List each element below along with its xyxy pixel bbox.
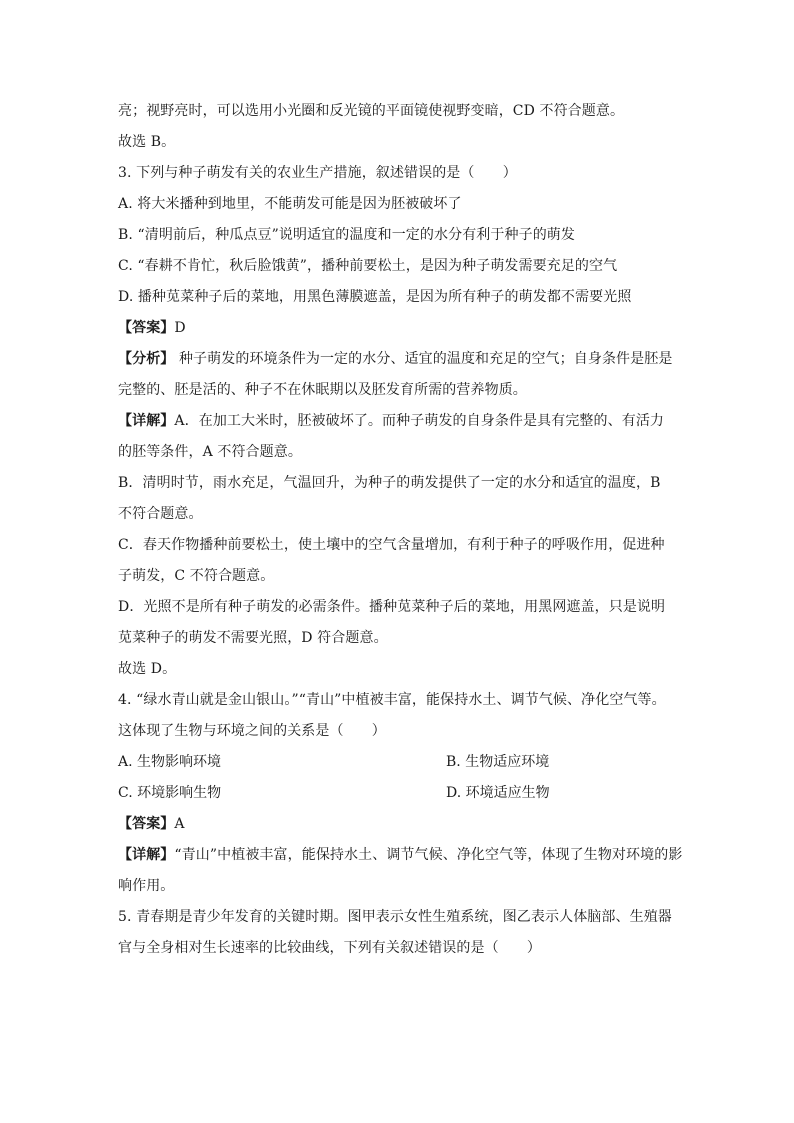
- q3-option-d: D. 播种苋菜种子后的菜地，用黑色薄膜遮盖，是因为所有种子的萌发都不需要光照: [118, 289, 632, 305]
- intro-line-2: 故选 B。: [118, 134, 176, 150]
- q5-stem-line-1: 5. 青春期是青少年发育的关键时期。图甲表示女性生殖系统，图乙表示人体脑部、生殖器: [118, 909, 672, 925]
- q3-detail-line-4: 不符合题意。: [118, 506, 203, 522]
- q5-stem-line-2: 官与全身相对生长速率的比较曲线，下列有关叙述错误的是（ ）: [118, 940, 541, 956]
- q3-answer: [118, 313, 678, 344]
- q3-analysis-text-1: 种子萌发的环境条件为一定的水分、适宜的温度和充足的空气；自身条件是胚是: [174, 351, 673, 367]
- q3-detail-line-2: 的胚等条件，A 不符合题意。: [118, 444, 302, 460]
- q3-detail-line-1: [118, 406, 678, 437]
- q3-detail-line-6: 子萌发，C 不符合题意。: [118, 568, 275, 584]
- q4-detail-text-1: “青山”中植被丰富，能保持水土、调节气候、净化空气等，体现了生物对环境的影: [174, 847, 683, 863]
- intro-line-1: 亮；视野亮时，可以选用小光圈和反光镜的平面镜使视野变暗，CD 不符合题意。: [118, 103, 625, 119]
- q4-option-c: C. 环境影响生物: [118, 785, 222, 801]
- q4-answer: [118, 809, 678, 840]
- q3-answer-value: D: [174, 320, 186, 336]
- q3-detail-line-5: C．春天作物播种前要松土，使土壤中的空气含量增加，有利于种子的呼吸作用，促进种: [118, 537, 665, 553]
- q3-conclusion: 故选 D。: [118, 661, 177, 677]
- q3-option-b: B. “清明前后，种瓜点豆”说明适宜的温度和一定的水分有利于种子的萌发: [118, 227, 576, 243]
- q4-option-a: A. 生物影响环境: [118, 754, 222, 770]
- q4-stem-line-2: 这体现了生物与环境之间的关系是（ ）: [118, 723, 386, 739]
- q4-detail-line-1: [118, 840, 683, 871]
- q4-option-b: B. 生物适应环境: [446, 754, 550, 770]
- q3-detail-text-1: A．在加工大米时，胚被破坏了。而种子萌发的自身条件是具有完整的、有活力: [174, 413, 665, 429]
- q4-answer-label: 【答案】: [118, 816, 175, 832]
- q3-analysis-label: 【分析】: [118, 351, 175, 367]
- q4-options-row-1: [118, 747, 678, 778]
- q4-option-d: D. 环境适应生物: [446, 785, 550, 801]
- q3-stem: 3. 下列与种子萌发有关的农业生产措施，叙述错误的是（ ）: [118, 165, 517, 181]
- q4-detail-line-2: 响作用。: [118, 878, 175, 894]
- q3-option-a: A. 将大米播种到地里，不能萌发可能是因为胚被破坏了: [118, 196, 462, 212]
- q4-stem-line-1: 4. “绿水青山就是金山银山。”“青山”中植被丰富，能保持水土、调节气候、净化空气等。: [118, 692, 666, 708]
- q3-answer-label: 【答案】: [118, 320, 175, 336]
- q4-detail-label: 【详解】: [118, 847, 175, 863]
- q3-option-c: C. “春耕不肯忙，秋后脸饿黄”，播种前要松土，是因为种子萌发需要充足的空气: [118, 258, 618, 274]
- q3-detail-line-7: D．光照不是所有种子萌发的必需条件。播种苋菜种子后的菜地，用黑网遮盖，只是说明: [118, 599, 666, 615]
- q3-detail-label: 【详解】: [118, 413, 175, 429]
- q3-analysis-line-1: [118, 344, 678, 375]
- q3-detail-line-8: 苋菜种子的萌发不需要光照，D 符合题意。: [118, 630, 388, 646]
- q4-answer-value: A: [174, 816, 185, 832]
- document-page: [118, 96, 683, 964]
- q3-detail-line-3: B．清明时节，雨水充足，气温回升，为种子的萌发提供了一定的水分和适宜的温度，B: [118, 475, 661, 491]
- q3-analysis-line-2: 完整的、胚是活的、种子不在休眠期以及胚发育所需的营养物质。: [118, 382, 527, 398]
- q4-options-row-2: [118, 778, 678, 809]
